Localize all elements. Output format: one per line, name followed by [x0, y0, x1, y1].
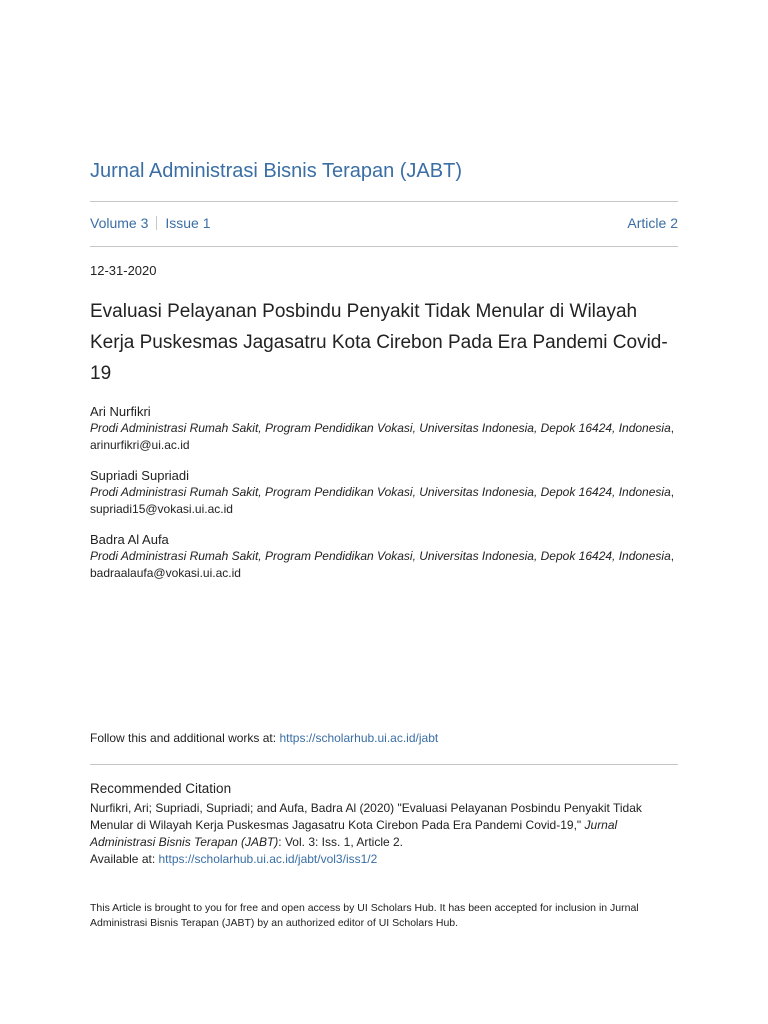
- author-affiliation: Prodi Administrasi Rumah Sakit, Program Pendidikan Vokasi, Universitas Indonesia, Depok 16424, Indonesia, arinurfikri@ui.ac.id: [90, 421, 675, 452]
- journal-title-link[interactable]: Jurnal Administrasi Bisnis Terapan (JABT): [90, 160, 462, 182]
- citation-text: [90, 800, 678, 851]
- author-list: [90, 403, 678, 595]
- author-affiliation: Prodi Administrasi Rumah Sakit, Program Pendidikan Vokasi, Universitas Indonesia, Depok 16424, Indonesia, badraalaufa@vokasi.ui.ac.id: [90, 549, 675, 580]
- issue-link[interactable]: Issue 1: [165, 215, 211, 231]
- author-name: Badra Al Aufa: [90, 532, 169, 547]
- divider-top: [90, 201, 678, 202]
- article-title: Evaluasi Pelayanan Posbindu Penyakit Tidak Menular di Wilayah Kerja Puskesmas Jagasatru Kota Cirebon Pada Era Pandemi Covid-19: [90, 301, 668, 384]
- author-email: supriadi15@vokasi.ui.ac.id: [90, 502, 233, 516]
- publication-date: 12-31-2020: [90, 263, 157, 278]
- follow-line: [90, 730, 438, 747]
- available-link[interactable]: https://scholarhub.ui.ac.id/jabt/vol3/iss1/2: [158, 852, 378, 866]
- author-affiliation: Prodi Administrasi Rumah Sakit, Program Pendidikan Vokasi, Universitas Indonesia, Depok 16424, Indonesia, supriadi15@vokasi.ui.ac.id: [90, 485, 675, 516]
- recommended-citation-heading: Recommended Citation: [90, 781, 232, 796]
- affiliation-text: Prodi Administrasi Rumah Sakit, Program Pendidikan Vokasi, Universitas Indonesia, Depok 16424, Indonesia: [90, 549, 671, 563]
- affiliation-text: Prodi Administrasi Rumah Sakit, Program Pendidikan Vokasi, Universitas Indonesia, Depok 16424, Indonesia: [90, 485, 671, 499]
- affiliation-text: Prodi Administrasi Rumah Sakit, Program Pendidikan Vokasi, Universitas Indonesia, Depok 16424, Indonesia: [90, 421, 671, 435]
- issue-separator: [156, 216, 157, 230]
- citation-journal: Jurnal Administrasi Bisnis Terapan (JABT): [90, 818, 618, 849]
- access-notice: This Article is brought to you for free and open access by UI Scholars Hub. It has been accepted for inclusion in Jurnal Administrasi Bisnis Terapan (JABT) by an authorized editor of UI Scholars Hub.: [90, 902, 639, 929]
- author-email: arinurfikri@ui.ac.id: [90, 438, 190, 452]
- follow-label: Follow this and additional works at:: [90, 731, 280, 745]
- citation-authors-title: Nurfikri, Ari; Supriadi, Supriadi; and Aufa, Badra Al (2020) "Evaluasi Pelayanan Posbindu Penyakit Tidak Menular di Wilayah Kerja Puskesmas Jagasatru Kota Cirebon Pada Era Pandemi Covid-19,": [90, 801, 642, 832]
- follow-link[interactable]: https://scholarhub.ui.ac.id/jabt: [279, 731, 439, 745]
- author-entry: [90, 467, 678, 518]
- availability-line: [90, 851, 377, 868]
- author-entry: [90, 531, 678, 582]
- divider-issue: [90, 246, 678, 247]
- author-name: Supriadi Supriadi: [90, 468, 190, 483]
- citation-volume: : Vol. 3: Iss. 1, Article 2.: [278, 835, 404, 849]
- available-label: Available at:: [90, 852, 159, 866]
- article-link[interactable]: Article 2: [627, 215, 678, 231]
- volume-link[interactable]: Volume 3: [90, 215, 149, 231]
- divider-citation: [90, 764, 678, 765]
- author-name: Ari Nurfikri: [90, 404, 151, 419]
- author-email: badraalaufa@vokasi.ui.ac.id: [90, 566, 241, 580]
- issue-line: [90, 213, 678, 233]
- author-entry: [90, 403, 678, 454]
